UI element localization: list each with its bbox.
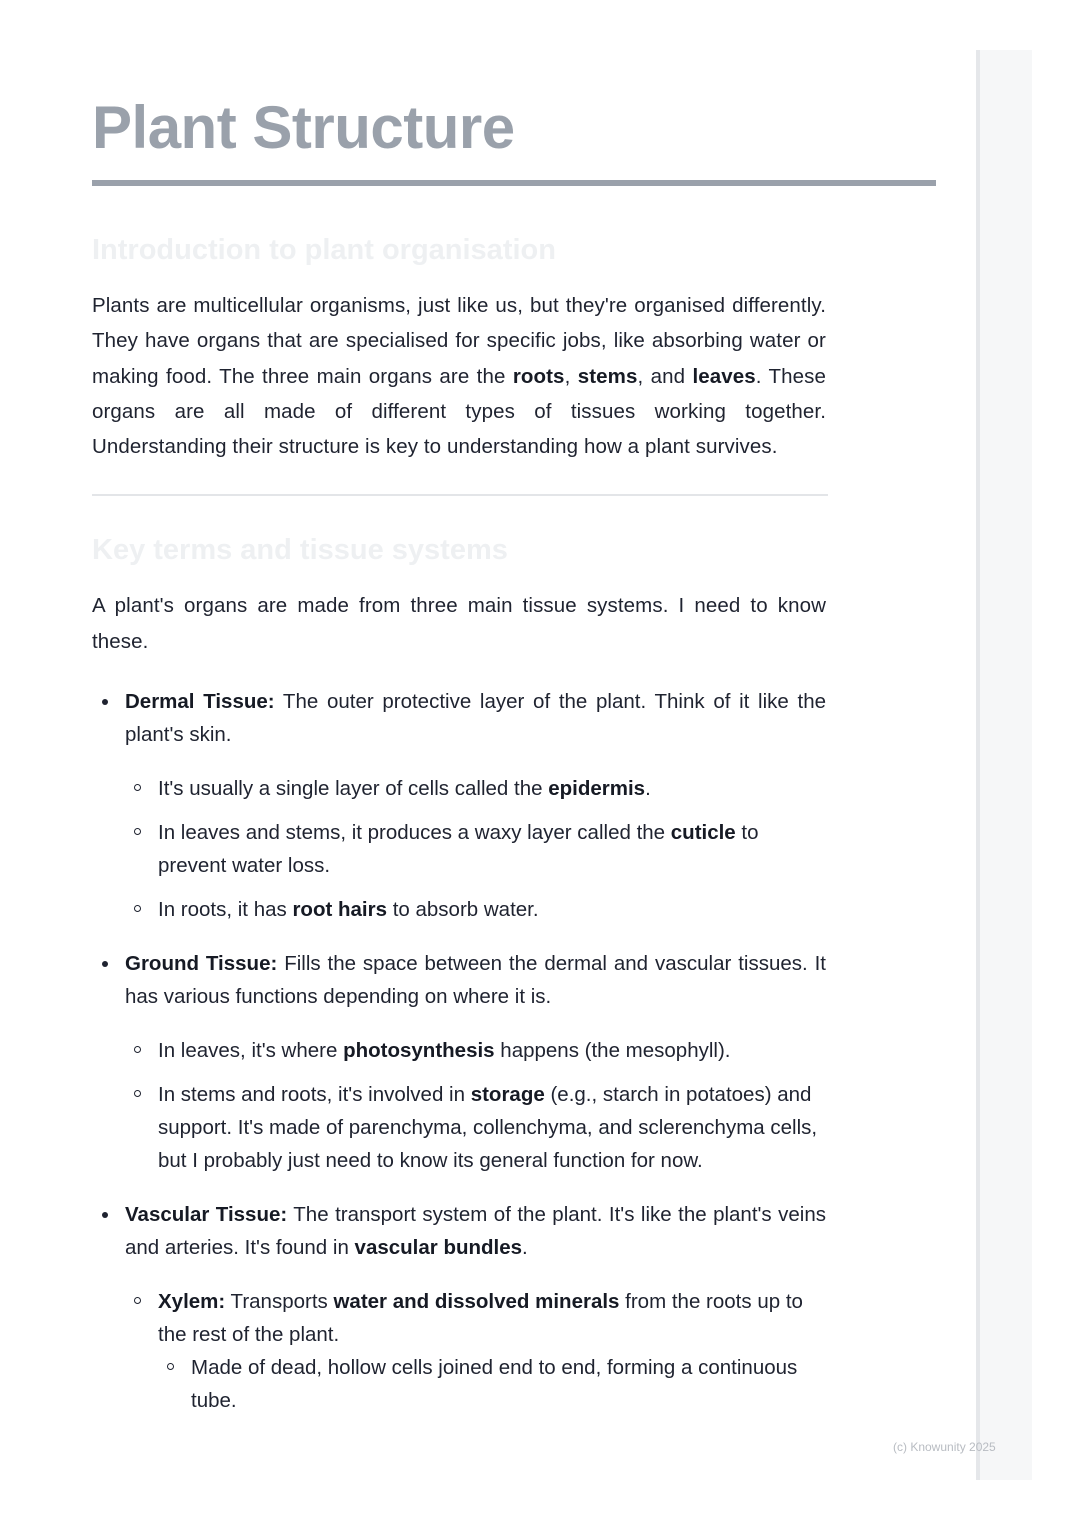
dermal-sublist	[125, 772, 826, 926]
text-run: to prevent water loss.	[158, 821, 759, 878]
text-run: happens (the mesophyll).	[494, 1039, 731, 1063]
list-item-dermal	[92, 685, 826, 926]
text-run: . These organs are all made of different types of tissues working together. Understanding their structure is key to understanding how a plant survives.	[92, 364, 827, 459]
tissue-list	[92, 685, 826, 1417]
text-run: ,	[564, 364, 578, 388]
bold-term: storage	[470, 1083, 545, 1107]
text-run: .	[522, 1236, 528, 1260]
text-run: It's usually a single layer of cells called the	[158, 777, 549, 801]
bullet-circle-icon	[134, 905, 141, 912]
title-underline	[92, 180, 936, 186]
term-label: Vascular Tissue:	[125, 1203, 288, 1227]
right-margin-panel	[976, 50, 1032, 1480]
bullet-disc-icon	[102, 699, 108, 705]
bold-term-leaves: leaves	[692, 364, 756, 388]
text-run: from the roots up to the rest of the plant.	[158, 1290, 803, 1347]
term-label: Ground Tissue:	[125, 952, 278, 976]
list-item-vascular	[92, 1198, 826, 1417]
text-run: to absorb water.	[387, 898, 539, 922]
section-divider	[92, 494, 828, 496]
bullet-circle-icon	[134, 828, 141, 835]
bold-term-stems: stems	[577, 364, 638, 388]
ground-sublist	[125, 1034, 826, 1177]
bullet-disc-icon	[102, 1212, 108, 1218]
section-heading-tissues: Key terms and tissue systems	[92, 534, 508, 567]
text-run: (e.g., starch in potatoes) and support. It's made of parenchyma, collenchyma, and sclerenchyma cells, but I probably just need to know its general function for now.	[158, 1083, 818, 1173]
bullet-circle-icon	[134, 1297, 141, 1304]
vascular-sublist	[125, 1285, 826, 1417]
text-run: .	[645, 777, 651, 801]
list-item-xylem	[125, 1285, 826, 1417]
list-item	[125, 1034, 826, 1067]
bullet-circle-icon	[134, 1046, 141, 1053]
xylem-sublist	[158, 1351, 826, 1417]
bold-term: vascular bundles	[354, 1236, 523, 1260]
bold-term: water and dissolved minerals	[333, 1290, 620, 1314]
text-run: Plants are multicellular organisms, just like us, but they're organised differently. They have organs that are specialised for specific jobs, like absorbing water or making food. The three main organs are the	[92, 294, 826, 388]
copyright-footer: (c) Knowunity 2025	[893, 1440, 996, 1454]
text-run: Made of dead, hollow cells joined end to end, forming a continuous tube.	[191, 1356, 798, 1413]
text-run: In roots, it has	[158, 898, 293, 922]
bold-term: cuticle	[670, 821, 736, 845]
term-label: Dermal Tissue:	[125, 690, 275, 714]
text-run: Transports	[225, 1290, 334, 1314]
text-run: In leaves and stems, it produces a waxy layer called the	[158, 821, 671, 845]
bold-term: epidermis	[548, 777, 646, 801]
bullet-disc-icon	[102, 961, 108, 967]
text-run: In leaves, it's where	[158, 1039, 344, 1063]
intro-paragraph	[92, 288, 826, 464]
bullet-circle-icon	[134, 784, 141, 791]
term-description: The transport system of the plant. It's like the plant's veins and arteries. It's found in	[125, 1203, 826, 1260]
list-item	[125, 893, 826, 926]
bold-term: root hairs	[292, 898, 387, 922]
list-item-ground	[92, 947, 826, 1177]
bold-term-roots: roots	[512, 364, 565, 388]
term-description: The outer protective layer of the plant. Think of it like the plant's skin.	[125, 690, 826, 747]
text-run: In stems and roots, it's involved in	[158, 1083, 471, 1107]
page-title: Plant Structure	[92, 94, 515, 161]
list-item	[125, 1078, 826, 1177]
bold-term: photosynthesis	[343, 1039, 495, 1063]
document-content	[92, 228, 826, 1417]
bullet-circle-icon	[134, 1090, 141, 1097]
section-heading-intro: Introduction to plant organisation	[92, 234, 556, 266]
term-description: Fills the space between the dermal and vascular tissues. It has various functions depending on where it is.	[125, 952, 826, 1009]
list-item	[125, 772, 826, 805]
list-item	[158, 1351, 826, 1417]
list-item	[125, 816, 826, 882]
bullet-circle-icon	[167, 1363, 174, 1370]
tissues-intro-paragraph: A plant's organs are made from three main tissue systems. I need to know these.	[92, 594, 826, 653]
text-run: , and	[637, 364, 693, 388]
term-label: Xylem:	[158, 1290, 226, 1314]
